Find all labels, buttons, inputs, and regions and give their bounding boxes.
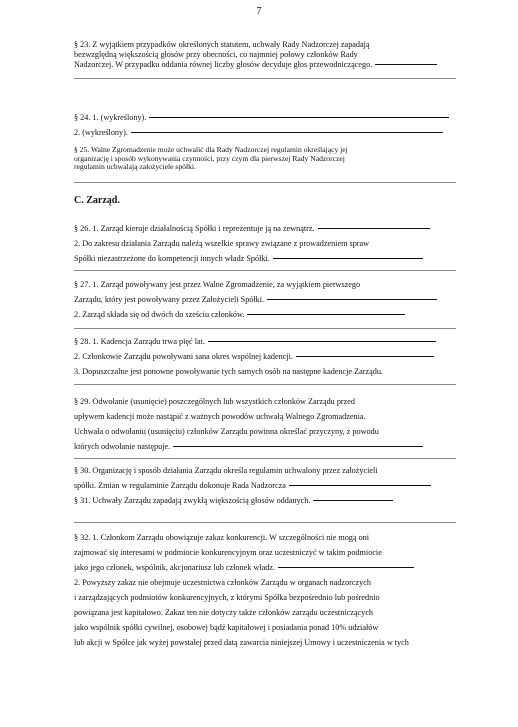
fill-dash (267, 299, 437, 300)
text-line-content: § 31. Uchwały Zarządu zapadają zwykłą większością głosów oddanych. (74, 496, 311, 505)
text-line: 3. Dopuszczalne jest ponowne powoływanie tych samych osób na następne kadencje Zarządu. (74, 367, 383, 376)
text-line (74, 481, 456, 491)
fill-dash (278, 567, 414, 568)
text-line-content: spółki. Zmian w regulaminie Zarządu dokonuje Rada Nadzorcza (74, 481, 286, 490)
fill-dash (313, 500, 393, 501)
section-divider (74, 182, 456, 183)
text-line: Uchwała o odwołaniu (usunięciu) członków Zarządu powinna określać przyczyny, z powodu (74, 427, 379, 436)
text-line: regulamin uchwalają założyciele spółki. (74, 163, 196, 171)
text-line-content: Spółki niezastrzeżone do kompetencji innych władz Spółki. (74, 254, 270, 263)
text-line-content: Zarządu, który jest powoływany przez Założycieli Spółki. (74, 295, 265, 304)
section-divider (74, 78, 456, 79)
section-divider (74, 522, 456, 523)
paragraph-25 (74, 146, 456, 172)
text-line (74, 295, 456, 305)
paragraph-32 (74, 533, 456, 648)
fill-dash (296, 356, 434, 357)
text-line: § 23. Z wyjątkiem przypadków określonych statutem, uchwały Rady Nadzorczej zapadają (74, 40, 370, 49)
fill-dash (173, 446, 423, 447)
fill-dash (131, 132, 443, 133)
text-line (74, 310, 456, 320)
fill-dash (318, 228, 430, 229)
fill-dash (375, 64, 437, 65)
paragraph-26 (74, 224, 456, 264)
text-line: bezwzględną większością głosów przy obecności, co najmniej połowy członków Rady (74, 50, 358, 59)
paragraph-24 (74, 113, 456, 138)
text-line (74, 442, 456, 452)
text-line: 2. Do zakresu działania Zarządu należą wszelkie sprawy związane z prowadzeniem spraw (74, 239, 370, 248)
text-line: lub akcji w Spółce jak wyżej powstałej przed datą zawarcia niniejszej Umowy i uczestniczenia w tych (74, 638, 409, 647)
section-divider (74, 384, 456, 385)
text-line: zajmować się interesami w podmiocie konkurencyjnym oraz uczestniczyć w takim podmiocie (74, 548, 382, 557)
section-divider (74, 458, 456, 459)
text-line: jako wspólnik spółki cywilnej, osobowej bądź kapitałowej i posiadania ponad 10% udziałów (74, 623, 379, 632)
paragraph-30 (74, 466, 456, 506)
text-line (74, 337, 456, 347)
section-heading: C. Zarząd. (74, 195, 120, 206)
paragraph-28 (74, 337, 456, 377)
text-line: powiązana jest kapitałowo. Zakaz ten nie dotyczy także członków zarządu uczestniczących (74, 608, 373, 617)
text-line (74, 496, 456, 506)
text-line-content: Nadzorczej. W przypadku oddania równej liczby głosów decyduje głos przewodniczącego. (74, 60, 373, 69)
text-line: organizację i sposób wykonywania czynności, przy czym dla pierwszej Rady Nadzorczej (74, 154, 345, 163)
text-line (74, 254, 456, 264)
text-line: 2. Powyższy zakaz nie obejmuje uczestnictwa członków Zarządu w organach nadzorczych (74, 578, 371, 587)
text-line (74, 128, 456, 138)
text-line (74, 60, 456, 70)
text-line (74, 352, 456, 362)
text-line: § 32. 1. Członkom Zarządu obowiązuje zakaz konkurencji. W szczególności nie mogą oni (74, 533, 370, 542)
text-line (74, 563, 456, 573)
text-line-content: 2. Zarząd składa się od dwóch do sześciu członków. (74, 310, 245, 319)
text-line (74, 113, 456, 123)
fill-dash (149, 117, 449, 118)
paragraph-29 (74, 397, 456, 452)
fill-dash (273, 258, 423, 259)
text-line-content: § 24. 1. (wykreślony). (74, 113, 147, 122)
fill-dash (289, 485, 431, 486)
text-line: i zarządzających podmiotów konkurencyjnych, z którymi Spółka bezpośrednio lub pośrednio (74, 593, 380, 602)
text-line (74, 224, 456, 234)
section-divider (74, 328, 456, 329)
paragraph-23 (74, 40, 456, 70)
section-divider (74, 270, 456, 271)
page-number: 7 (256, 6, 262, 17)
text-line: § 30. Organizację i sposób działania Zarządu określa regulamin uchwalony przez założycieli (74, 466, 378, 475)
text-line: § 25. Walne Zgromadzenie może uchwalić dla Rady Nadzorczej regulamin określający jej (74, 146, 348, 154)
fill-dash (208, 341, 436, 342)
paragraph-27 (74, 280, 456, 320)
fill-dash (247, 314, 405, 315)
text-line-content: których odwołanie następuje. (74, 442, 171, 451)
text-line-content: 2. Członkowie Zarządu powoływani sana okres wspólnej kadencji. (74, 352, 293, 361)
text-line-content: § 26. 1. Zarząd kieruje działalnością Spółki i reprezentuje ją na zewnątrz. (74, 224, 315, 233)
text-line-content: 2. (wykreślony). (74, 128, 128, 137)
text-line: upływem kadencji może nastąpić z ważnych powodów uchwałą Walnego Zgromadzenia. (74, 412, 366, 421)
text-line: § 27. 1. Zarząd powoływany jest przez Walne Zgromadzenie, za wyjątkiem pierwszego (74, 280, 361, 289)
text-line-content: jako jego członek, wspólnik, akcjonariusz lub członek władz. (74, 563, 275, 572)
text-line: § 29. Odwołanie (usunięcie) poszczególnych lub wszystkich członków Zarządu przed (74, 397, 356, 406)
text-line-content: § 28. 1. Kadencja Zarządu trwa pięć lat. (74, 337, 205, 346)
